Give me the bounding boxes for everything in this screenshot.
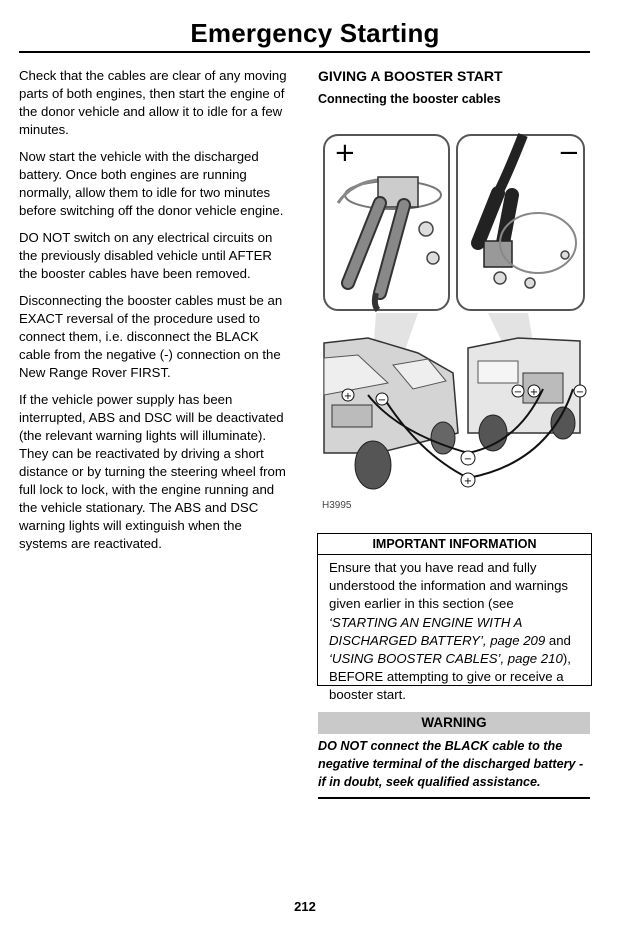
svg-text:−: − (575, 387, 585, 398)
booster-cable-illustration (318, 133, 590, 518)
paragraph-disconnecting: Disconnecting the booster cables must be an EXACT reversal of the procedure used to connect them, i.e. disconnect the BLACK cable from the negative (-) connection on the New Range Rover FIRST. (19, 293, 283, 380)
svg-text:−: − (377, 395, 387, 406)
info-text-part: Ensure that you have read and fully understood the information and warnings given earlier in this section (see (329, 560, 568, 612)
negative-clamp-inset (457, 135, 584, 310)
svg-text:+: + (529, 387, 539, 398)
figure-code: H3995 (322, 500, 352, 511)
section-heading: GIVING A BOOSTER START (318, 68, 503, 84)
page-number: 212 (294, 899, 316, 914)
important-information-box (317, 533, 592, 703)
warning-rule (318, 797, 590, 799)
info-reference-starting-engine[interactable]: ‘STARTING AN ENGINE WITH A DISCHARGED BATTERY’, page 209 (329, 614, 546, 648)
page-title: Emergency Starting (190, 18, 440, 48)
paragraph-abs-dsc: If the vehicle power supply has been interrupted, ABS and DSC will be deactivated (the relevant warning lights will illuminate). They can be reactivated by driving a short distance or by turning the steering wheel from full lock to lock, with the engine running and the vehicle stationary. The ABS and DSC warning lights will extinguish when the systems are reactivated. (19, 392, 286, 551)
title-rule (19, 51, 590, 53)
paragraph-start-discharged: Now start the vehicle with the discharged battery. Once both engines are running normally, allow them to idle for two minutes before switching off the donor vehicle engine. (19, 149, 284, 218)
svg-text:−: − (513, 387, 523, 398)
paragraph-start-donor: Check that the cables are clear of any moving parts of both engines, then start the engine of the donor vehicle and allow it to idle for a few minutes. (19, 68, 287, 137)
minus-symbol: − (558, 138, 580, 168)
warning-text: DO NOT connect the BLACK cable to the negative terminal of the discharged battery - if in doubt, seek qualified assistance. (318, 739, 584, 789)
info-reference-booster-cables[interactable]: ‘USING BOOSTER CABLES’, page 210 (329, 651, 563, 667)
left-column (19, 67, 291, 562)
right-column (318, 67, 593, 107)
discharged-vehicle (324, 338, 458, 489)
paragraph-no-circuits: DO NOT switch on any electrical circuits on the previously disabled vehicle until AFTER the booster cables have been removed. (19, 230, 273, 281)
warning-title: WARNING (318, 712, 590, 734)
svg-text:+: + (343, 391, 353, 402)
info-text-part: ), BEFORE attempting to give or receive a booster start. (329, 651, 571, 703)
donor-vehicle (468, 338, 580, 451)
svg-text:−: − (463, 454, 473, 465)
important-information-title: IMPORTANT INFORMATION (318, 534, 591, 555)
sub-heading: Connecting the booster cables (318, 92, 501, 106)
plus-symbol: + (334, 138, 356, 168)
positive-clamp-inset (324, 135, 449, 310)
svg-text:+: + (463, 476, 473, 487)
important-information-text (318, 555, 591, 705)
info-text-part: and (545, 632, 571, 648)
